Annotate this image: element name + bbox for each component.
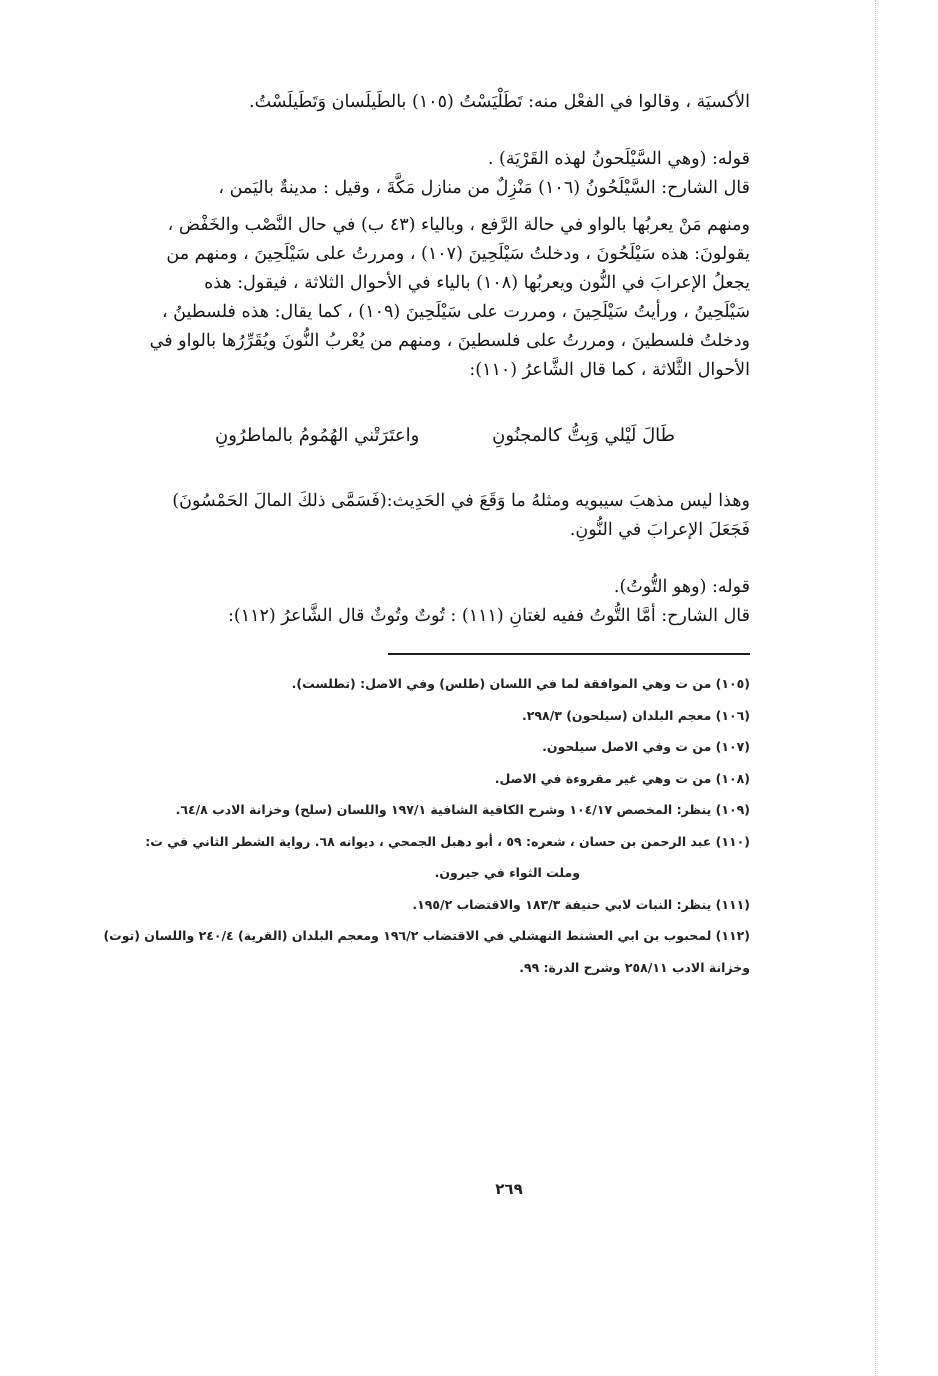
page-number: ٢٦٩ [495, 1180, 523, 1198]
text-line: قوله: (وهي السَّيْلَحونُ لهذه القَرْيَة) . [487, 149, 750, 169]
verse-first-hemistich: طَالَ لَيْلي وَبِتُّ كالمجنُونِ [492, 425, 675, 446]
intro-line: الأكسيَة ، وقالوا في الفعْل منه: تَطَلْيَسْتُ (١٠٥) بالطَيلَسان وَتَطَيلَسْتُ. [249, 92, 750, 112]
verse-second-hemistich: واعتَرَتْني الهُمُومُ بالماطرُونِ [215, 425, 420, 446]
text-line: وهذا ليس مذهبَ سيبويه ومثلهُ ما وَقَعَ في الحَدِيث:(فَسَمَّى ذلكَ المالَ الحَمْسُونَ) [172, 491, 750, 511]
footnote-105: (١٠٥) من ت وهي الموافقة لما في اللسان (طلس) وفي الاصل: (تطلست). [291, 676, 750, 691]
footnote-106: (١٠٦) معجم البلدان (سيلحون) ٢٩٨/٣. [522, 707, 750, 723]
page-edge-line [875, 0, 876, 1376]
footnote-107: (١٠٧) من ت وفي الاصل سيلحون. [542, 739, 750, 754]
text-line: قوله: (وهو التُّوتُ). [613, 577, 750, 597]
footnote-110: (١١٠) عبد الرحمن بن حسان ، شعره: ٥٩ ، أبو دهبل الجمحي ، ديوانه ٦٨. رواية الشطر الثاني في ت: [145, 833, 750, 849]
text-line: قال الشارح: السَّيْلَحُونُ (١٠٦) مَنْزِلٌ من منازل مَكَّةَ ، وقيل : مدينةٌ باليَمن ، [218, 178, 750, 198]
text-line: قال الشارح: أمَّا التُّوتُ ففيه لغتانِ (١١١) : تُوتٌ وتُوثٌ قال الشَّاعرُ (١١٢): [227, 606, 750, 626]
text-line: فَجَعَلَ الإعرابَ في النُّونِ. [569, 520, 750, 540]
page-content [70, 88, 750, 990]
text-line: ودخلتُ فلسطينَ ، ومررتُ على فلسطينَ ، ومنهم من يُعْربُ النُّونَ ويُقَرِّرُها بالواو في [149, 331, 750, 351]
footnote-108: (١٠٨) من ت وهي غير مقروءة في الاصل. [494, 770, 750, 786]
text-line: ومنهم مَنْ يعربُها بالواو في حالة الرَّفع ، وبالياء (٤٣ ب) في حال النَّصْب والخَفْض ، [167, 215, 750, 235]
section-sayluhun [70, 145, 750, 385]
footnote-110-continuation: وملت الثواء في جيرون. [434, 865, 580, 880]
footnote-111: (١١١) ينظر: النبات لابي حنيفة ١٨٣/٣ والاقتضاب ١٩٥/٢. [412, 896, 750, 912]
text-line: يقولونَ: هذه سَيْلَحُونَ ، ودخلتُ سَيْلَحِينَ (١٠٧) ، ومررتُ على سَيْلَحِينَ ، ومنهم من [166, 244, 750, 264]
footnote-112-continuation: وخزانة الادب ٢٥٨/١١ وشرح الدرة: ٩٩. [519, 959, 750, 975]
poetry-verse [215, 421, 675, 451]
footnote-separator [388, 653, 750, 655]
footnote-109: (١٠٩) ينظر: المخصص ١٠٤/١٧ وشرح الكافية الشافية ١٩٧/١ واللسان (سلح) وخزانة الادب ٦٤/٨. [175, 802, 750, 817]
text-line: سَيْلَحِينُ ، ورأيتُ سَيْلَحِينَ ، ومررت على سَيْلَحِينَ (١٠٩) ، كما يقال: هذه فلسطينُ ، [161, 302, 750, 322]
section-hadith [70, 487, 750, 545]
footnotes [70, 675, 750, 977]
text-line: الأحوال الثَّلاثة ، كما قال الشَّاعرُ (١١٠): [469, 360, 750, 380]
section-tut [70, 573, 750, 631]
text-line: يجعلُ الإعرابَ في النُّون ويعربُها (١٠٨) بالياء في الأحوال الثلاثة ، فيقول: هذه [204, 273, 750, 293]
footnote-112: (١١٢) لمحبوب بن ابي العشنط النهشلي في الاقتضاب ١٩٦/٢ ومعجم البلدان (القرية) ٢٤٠/٤ واللسان (توت) [103, 928, 750, 943]
